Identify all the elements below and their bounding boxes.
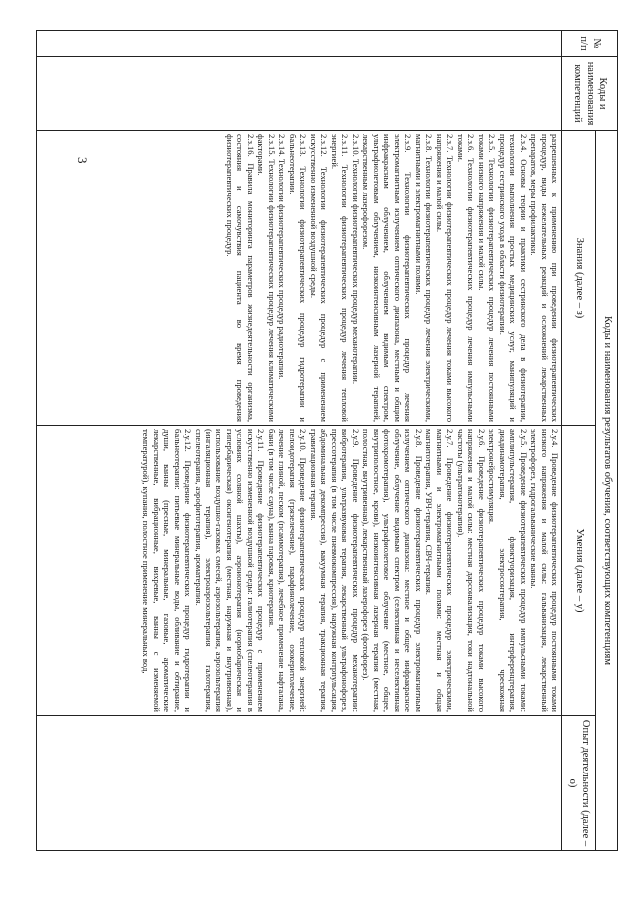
skill-item: 2.у.9. Проведение физиотерапевтических процедур механотерапии: вибротерапия, ультразвуковая терапия, лекарственный ультрафонофорез, прессотерапия (в том числе пневмокомпрессия), наружная контрпульсация, абдоминальная декомпрессия), вакуумная терапия, тракционная терапия, гравитационная терапия. — [308, 429, 361, 712]
skill-item: 2.у.10. Проведение физиотерапевтических процедур тепловой энергией: пелоидотерапия (грязелечение), парафинолечение, озокеритолечение, лечение глиной, песком (псаммотерапия), лечебное применение нафталана, бани (в том числе сауна), ванна паровая, криотерапия. — [266, 429, 309, 712]
knowledge-item: 2.з.8. Технологии физиотерапевтических процедур лечения электрическими, магнитными и электромагнитными полями. — [413, 134, 435, 422]
skill-item: 2.у.11. Проведение физиотерапевтических процедур с применением искусственно измененной воздушной среды: галиотерапия (спелеотерапия в условиях соляной шахты), аэроионотерапия (нормобарическая и гипербарическая) оксигенотерапия (местная, наружная и внутривенная), использование воздушно-газовых смесей, аэрозольтерапия, аэрозольтерапия (ингаляционная терапия), электроаэрозольтерапия галотерапия, спелеотерапия, аэрофитотерапия, ароматерапия. — [193, 429, 267, 712]
knowledge-item: 2.з.6. Технологии физиотерапевтических процедур лечения импульсными токами. — [455, 134, 477, 422]
knowledge-item: 2.з.16. Правила мониторинга параметров жизнедеятельности организма, состояния и самочувствия пациента во время проведения физиотерапевтических процедур. — [224, 134, 256, 422]
knowledge-item: 2.з.13. Технологии физиотерапевтических процедур гидротерапии и бальнеотерапии. — [287, 134, 309, 422]
header-experience: Опыт деятельности (далее – о) — [562, 716, 596, 851]
skill-item: 2.у.7. Проведение физиотерапевтических процедур электрическими, магнитными и электромагнитными полями: местная и общая магнитотерапия, УВЧ-терапия, СВЧ-терапия. — [424, 429, 456, 712]
rotated-table-sheet — [36, 30, 618, 850]
cell-num — [37, 31, 562, 57]
cell-knowledge — [37, 131, 562, 426]
knowledge-item: 2.з.4. Основы теории и практики сестринского дела в физиотерапии, технологии выполнения простых медицинских услуг, манипуляций и процедур сестринского ухода в области физиотерапии. — [497, 134, 529, 422]
cell-skills — [37, 426, 562, 716]
knowledge-item: разрешенных к применению при проведении физиотерапевтических процедур, виды нежелательных реакций и осложнений лекарственных препаратов, меры профилактики. — [529, 134, 560, 422]
knowledge-item: 2.з.10. Технологии физиотерапевтических процедур механотерапии. — [350, 134, 361, 384]
skill-item: 2.у.6. Проведение физиотерапевтических процедур токами высокого напряжения и малой силы: местная дарсонвализация, токи надтональной частоты (ультратонотерапия). — [455, 429, 487, 712]
header-num: № п/п — [562, 31, 618, 57]
cell-codes — [37, 57, 562, 131]
competency-table — [36, 30, 618, 851]
page-number: 3 — [75, 157, 90, 164]
skill-item: 2.у.8. Проведение физиотерапевтических процедур электромагнитным излучением оптического диапазона: местное и общее инфракрасное облучение, облучение видимым спектром (селективная и неселективная фотохромотерапия), ультрафиолетовое облучение (местное, общее, внутриполостное, крови), низкоинтенсивная лазерная терапия (местная, полостная, внутривенная), лекарственный лазерофорез (фотофорез). — [361, 429, 424, 712]
knowledge-item: 2.з.12. Технологии физиотерапевтических процедур с применением искусственно измененной воздушной среды. — [308, 134, 330, 422]
knowledge-item: 2.з.15. Технологии физиотерапевтических процедур лечения климатическими факторами. — [256, 134, 277, 422]
knowledge-item: 2.з.14. Технологии физиотерапевтических процедур радиотерапии. — [277, 134, 288, 380]
skill-item: 2.у.5. Проведение физиотерапевтических процедур импульсными токами: амплипульстерапия, флюктуоризация, интерференцтерапия, диадинамотерапия, электросонтерапия, чрескожная электронейростимуляция. — [487, 429, 529, 712]
skill-item: 2.у.12. Проведение физиотерапевтических процедур гидротерапии и бальнеотерапии: питьевые минеральные воды, обливание и обтирание, души, ванны (пресные, минеральные, газовые, ароматические лекарственные, вибрационные, вихревые, ванны с изменяемой температурой), купания, полостное применение минеральных вод, — [141, 429, 194, 712]
header-results-group: Коды и наименования результатов обучения, соответствующих компетенциям — [596, 131, 618, 851]
knowledge-item: 2.з.5. Технологии физиотерапевтических процедур лечения постоянными токами низкого напряжения и малой силы. — [476, 134, 498, 422]
skill-item: 2.у.4. Проведение физиотерапевтических процедур постоянными токами низкого напряжения и малой силы: гальванизация, лекарственный электрофорез, гидрогальванические ванны. — [529, 429, 560, 712]
knowledge-item: 2.з.9. Технологии физиотерапевтических процедур лечения электромагнитным излучением оптического диапазона, местным и общим инфракрасным облучением, облучением видимым спектром, ультрафиолетовым облучением, низкоинтенсивным лазерной терапией, лекарственным лазерофорезом. — [361, 134, 414, 422]
header-codes: Коды и наименования компетенций — [562, 57, 618, 131]
knowledge-item: 2.з.7. Технологии физиотерапевтических процедур лечения токами высокого напряжения и малой силы. — [434, 134, 456, 422]
header-skills: Умения (далее – у) — [562, 426, 596, 716]
header-knowledge: Знания (далее – з) — [562, 131, 596, 426]
knowledge-item: 2.з.11. Технологии физиотерапевтических процедур лечения тепловой энергией. — [329, 134, 351, 422]
cell-experience — [37, 716, 562, 851]
